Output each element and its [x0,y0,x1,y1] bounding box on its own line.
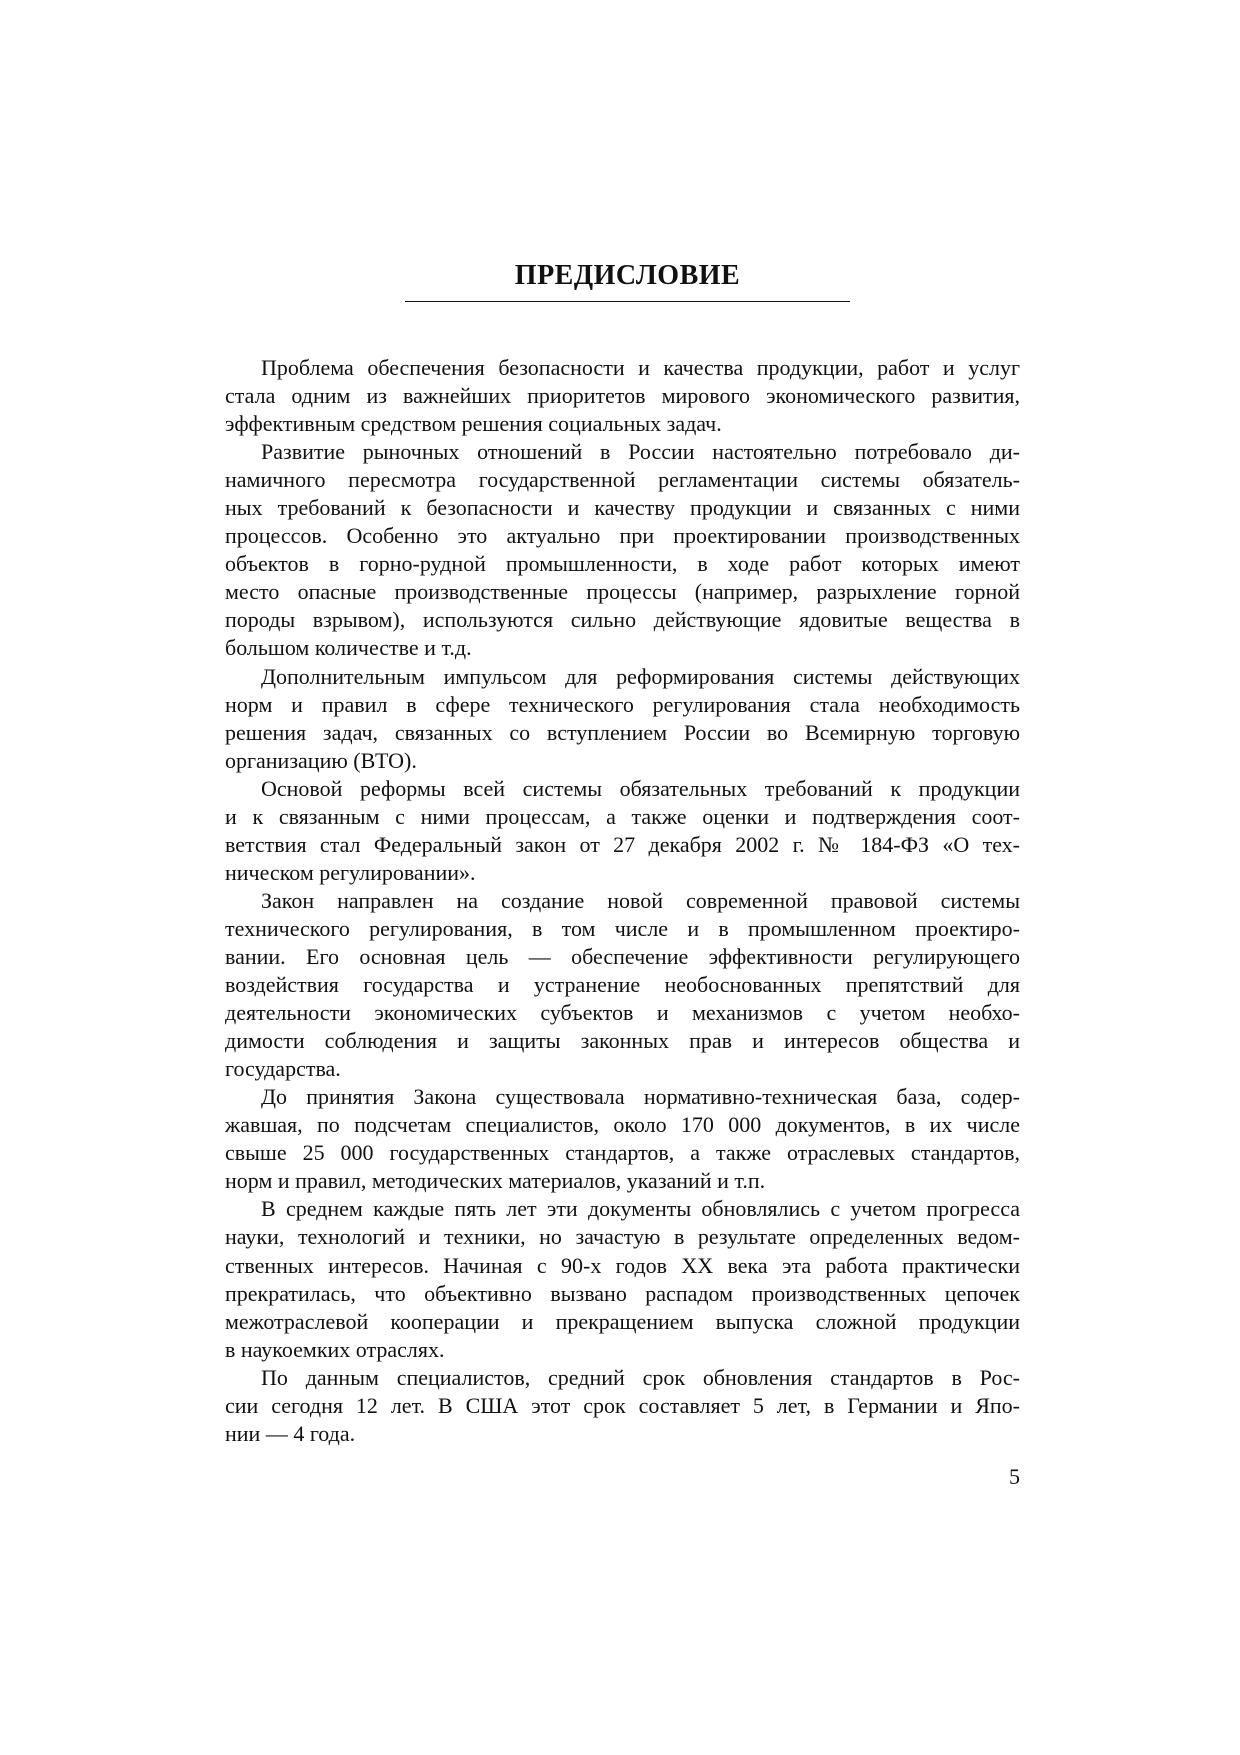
paragraph [225,1364,1020,1448]
text-line: Проблема обеспечения безопасности и качества продукции, работ и услуг [261,355,1020,380]
text-line: в наукоемких отраслях. [225,1336,445,1362]
text-line: ных требований к безопасности и качеству продукции и связанных с ними [225,495,1020,521]
text-line: нии — 4 года. [225,1420,356,1446]
text-line: место опасные производственные процессы (например, разрыхление горной [225,579,1020,605]
text-line: По данным специалистов, средний срок обновления стандартов в Рос- [261,1364,1020,1390]
text-line: большом количестве и т.д. [225,635,472,661]
text-line: межотраслевой кооперации и прекращением выпуска сложной продукции [225,1308,1020,1334]
text-line: стала одним из важнейших приоритетов мирового экономического развития, [225,383,1020,409]
text-line: прекратилась, что объективно вызвано распадом производственных цепочек [225,1280,1020,1306]
paragraph [225,354,1020,438]
preface-body [225,354,1020,1448]
paragraph [225,438,1020,662]
text-line: науки, технологий и техники, но зачастую в результате определенных ведом- [225,1224,1020,1250]
text-line: воздействия государства и устранение необоснованных препятствий для [225,972,1020,998]
text-line: объектов в горно-рудной промышленности, в ходе работ которых имеют [225,551,1020,577]
text-line: ственных интересов. Начиная с 90-х годов XX века эта работа практически [225,1252,1020,1278]
paragraph [225,663,1020,775]
text-line: вании. Его основная цель — обеспечение эффективности регулирующего [225,943,1020,969]
text-line: Развитие рыночных отношений в России настоятельно потребовало ди- [261,439,1020,465]
text-line: свыше 25 000 государственных стандартов, а также отраслевых стандартов, [225,1140,1020,1166]
text-line: деятельности экономических субъектов и механизмов с учетом необхо- [225,1000,1020,1026]
text-line: ническом регулировании». [225,859,476,885]
text-line: и к связанным с ними процессам, а также оценки и подтверждения соот- [225,803,1020,829]
text-line: жавшая, по подсчетам специалистов, около 170 000 документов, в их числе [225,1112,1020,1138]
text-line: норм и правил в сфере технического регулирования стала необходимость [225,691,1020,717]
text-line: намичного пересмотра государственной регламентации системы обязатель- [225,467,1020,493]
text-line: ветствия стал Федеральный закон от 27 декабря 2002 г. № 184-ФЗ «О тех- [225,831,1020,857]
text-line: димости соблюдения и защиты законных прав и интересов общества и [225,1028,1020,1054]
text-line: Дополнительным импульсом для реформирования системы действующих [261,663,1020,689]
text-line: сии сегодня 12 лет. В США этот срок составляет 5 лет, в Германии и Япо- [225,1392,1020,1418]
text-line: организацию (ВТО). [225,747,417,773]
text-line: государства. [225,1056,341,1082]
text-line: Основой реформы всей системы обязательных требований к продукции [261,775,1020,801]
paragraph [225,775,1020,887]
text-line: До принятия Закона существовала нормативно-техническая база, содер- [261,1084,1020,1110]
text-line: В среднем каждые пять лет эти документы обновлялись с учетом прогресса [261,1196,1020,1222]
paragraph [225,1195,1020,1363]
text-line: технического регулирования, в том числе и в промышленном проектиро- [225,915,1020,941]
text-line: породы взрывом), используются сильно действующие ядовитые вещества в [225,607,1020,633]
text-line: эффективным средством решения социальных задач. [225,411,722,437]
page-title: ПРЕДИСЛОВИЕ [514,260,741,291]
title-underline [405,301,850,302]
paragraph [225,1083,1020,1195]
page-number: 5 [1009,1464,1020,1489]
text-line: норм и правил, методических материалов, указаний и т.п. [225,1168,766,1194]
paragraph [225,887,1020,1083]
text-line: процессов. Особенно это актуально при проектировании производственных [225,523,1020,549]
text-line: решения задач, связанных со вступлением России во Всемирную торговую [225,719,1020,745]
text-line: Закон направлен на создание новой современной правовой системы [261,887,1020,913]
